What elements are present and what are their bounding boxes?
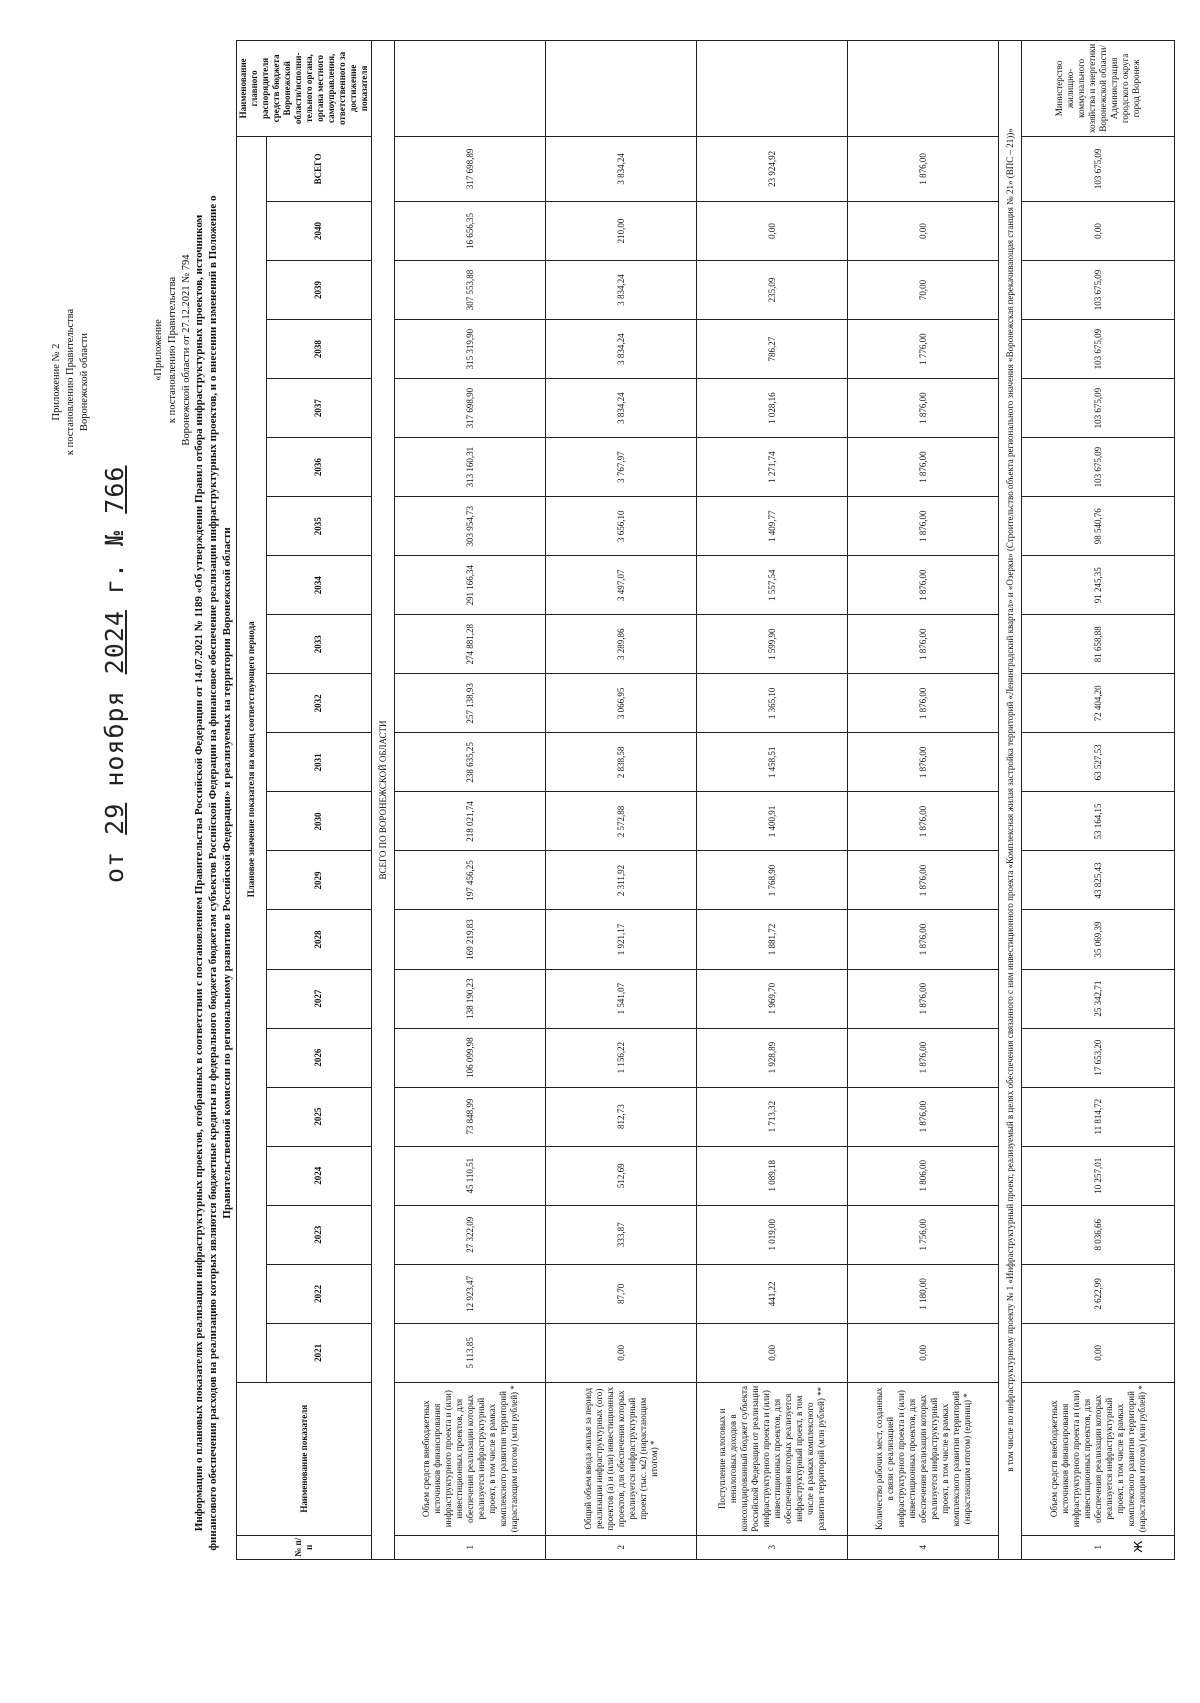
value-cell: 1 876,00 — [848, 1087, 999, 1146]
attachment-line: Воронежской области — [79, 333, 90, 431]
value-cell: 441,22 — [697, 1264, 848, 1323]
indicator-name: Объем средств внебюджетных источников финансирования инфраструктурного проекта и (или) инвестиционных проектов, для обеспечения реализации которых реализуется инфраструктурный проект, в том числе в рамках комплексного развития территорий (нарастающим итогом) (млн рублей) * — [395, 1382, 546, 1535]
value-cell: 1 876,00 — [848, 910, 999, 969]
value-cell: 103 675,09 — [1022, 136, 1175, 201]
value-cell: 70,00 — [848, 260, 999, 319]
col-header-num: № п/п — [237, 1535, 372, 1559]
value-cell: 1 365,10 — [697, 674, 848, 733]
value-cell: 1 876,00 — [848, 438, 999, 497]
value-cell: 103 675,09 — [1022, 260, 1175, 319]
value-cell: 786,27 — [697, 320, 848, 379]
value-cell: 1 557,54 — [697, 556, 848, 615]
row-number: 1 — [1022, 1535, 1175, 1559]
value-cell: 1 876,00 — [848, 851, 999, 910]
col-header-year: 2022 — [266, 1264, 371, 1323]
value-cell: 25 342,71 — [1022, 969, 1175, 1028]
value-cell: 1 776,00 — [848, 320, 999, 379]
col-header-year: 2024 — [266, 1146, 371, 1205]
col-header-year: 2030 — [266, 792, 371, 851]
value-cell: 3 767,97 — [546, 438, 697, 497]
responsible-body: Министерство жилищно-коммунального хозяйства и энергетики Воронежской области/ Администрация городского округа город Воронеж — [1022, 41, 1175, 137]
project-caption-row — [999, 41, 1022, 1560]
col-header-year: 2039 — [266, 260, 371, 319]
value-cell: 2 622,99 — [1022, 1264, 1175, 1323]
value-cell: 3 834,24 — [546, 260, 697, 319]
value-cell: 1 400,91 — [697, 792, 848, 851]
section-total-row-cell: ВСЕГО ПО ВОРОНЕЖСКОЙ ОБЛАСТИ — [372, 41, 395, 1560]
value-cell: 2 572,88 — [546, 792, 697, 851]
scan-mark: ж — [1130, 1540, 1146, 1553]
value-cell: 10 257,01 — [1022, 1146, 1175, 1205]
value-cell: 3 497,07 — [546, 556, 697, 615]
value-cell: 1 876,00 — [848, 733, 999, 792]
project-caption-row-cell: в том числе по инфраструктурному проекту № 1 «Инфраструктурный проект, реализуемый в целях обеспечения связанного с ним инвестиционного проекта «Комплексная жилая застройка территорий «Ленинградский квартал» и «Озерки» (Строительство объекта регионального значения «Воронежская перекачивающая станция № 21» (ВПС – 21))» — [999, 41, 1022, 1560]
value-cell: 53 164,15 — [1022, 792, 1175, 851]
value-cell: 1 599,90 — [697, 615, 848, 674]
value-cell: 1 028,16 — [697, 379, 848, 438]
table-row — [1022, 41, 1175, 1560]
value-cell: 87,70 — [546, 1264, 697, 1323]
value-cell: 218 021,74 — [395, 792, 546, 851]
responsible-body — [697, 41, 848, 137]
value-cell: 317 698,90 — [395, 379, 546, 438]
responsible-body — [395, 41, 546, 137]
value-cell: 333,87 — [546, 1205, 697, 1264]
years-header-row — [266, 41, 371, 1560]
indicator-name: Объем средств внебюджетных источников финансирования инфраструктурного проекта и (или) инвестиционных проектов, для обеспечения реализации которых реализуется инфраструктурный проект, в том числе в рамках комплексного развития территорий (нарастающим итогом) (млн рублей) * — [1022, 1382, 1175, 1535]
value-cell: 0,00 — [848, 201, 999, 260]
value-cell: 0,00 — [1022, 1323, 1175, 1382]
col-header-owner: Наименование главного распорядителя средств бюджета Воронежской области/исполни-тельного органа, органа местного самоуправления, ответственного за достижение показателя — [237, 41, 372, 137]
stamp-number: 766 — [100, 465, 129, 514]
attachment-line: к постановлению Правительства — [167, 276, 178, 424]
stamp-prefix: от — [100, 850, 129, 883]
value-cell: 169 219,83 — [395, 910, 546, 969]
row-number: 1 — [395, 1535, 546, 1559]
value-cell: 1 876,00 — [848, 1028, 999, 1087]
value-cell: 98 540,76 — [1022, 497, 1175, 556]
value-cell: 17 653,20 — [1022, 1028, 1175, 1087]
col-header-year: 2025 — [266, 1087, 371, 1146]
col-header-year: 2026 — [266, 1028, 371, 1087]
value-cell: 1 881,72 — [697, 910, 848, 969]
responsible-body — [848, 41, 999, 137]
section-total-row — [372, 41, 395, 1560]
value-cell: 106 099,98 — [395, 1028, 546, 1087]
col-header-year: 2040 — [266, 201, 371, 260]
value-cell: 512,69 — [546, 1146, 697, 1205]
stamp-suffix: г. № — [100, 529, 129, 594]
value-cell: 2 311,92 — [546, 851, 697, 910]
value-cell: 0,00 — [697, 201, 848, 260]
col-header-year: 2035 — [266, 497, 371, 556]
row-number: 3 — [697, 1535, 848, 1559]
value-cell: 1 180,00 — [848, 1264, 999, 1323]
stamp-month: ноября — [100, 690, 129, 787]
table-row — [395, 41, 546, 1560]
date-stamp — [100, 363, 129, 883]
document-title: Информация о плановых показателях реализации инфраструктурных проектов, отобранных в соответствии с постановлением Правительства Российской Федерации от 14.07.2021 № 1189 «Об утверждении Правил отбора инфраструктурных проектов, источником финансового обеспечения расходов на реализацию которых являются бюджетные кредиты из федерального бюджета бюджетам субъектов Российской Федерации на финансовое обеспечение реализации инфраструктурных проектов, и о внесении изменений в Положение о Правительственной комиссии по региональному развитию в Российской Федерации» и реализуемых на территории Воронежской области — [193, 195, 233, 1551]
value-cell: 1 713,32 — [697, 1087, 848, 1146]
value-cell: 1 089,18 — [697, 1146, 848, 1205]
value-cell: 23 924,92 — [697, 136, 848, 201]
value-cell: 1 969,70 — [697, 969, 848, 1028]
value-cell: 1 876,00 — [848, 969, 999, 1028]
value-cell: 1 768,90 — [697, 851, 848, 910]
value-cell: 313 160,31 — [395, 438, 546, 497]
attachment-line: к постановлению Правительства — [65, 308, 76, 456]
value-cell: 103 675,09 — [1022, 379, 1175, 438]
value-cell: 5 113,85 — [395, 1323, 546, 1382]
value-cell: 3 066,95 — [546, 674, 697, 733]
value-cell: 81 658,88 — [1022, 615, 1175, 674]
value-cell: 43 825,43 — [1022, 851, 1175, 910]
value-cell: 1 921,17 — [546, 910, 697, 969]
row-number: 2 — [546, 1535, 697, 1559]
value-cell: 35 069,39 — [1022, 910, 1175, 969]
value-cell: 63 527,53 — [1022, 733, 1175, 792]
value-cell: 1 876,00 — [848, 792, 999, 851]
col-header-year: 2023 — [266, 1205, 371, 1264]
value-cell: 12 923,47 — [395, 1264, 546, 1323]
attachment-line: «Приложение — [153, 319, 164, 381]
value-cell: 0,00 — [1022, 201, 1175, 260]
value-cell: 238 635,25 — [395, 733, 546, 792]
value-cell: 1 756,00 — [848, 1205, 999, 1264]
attachment-line: Приложение № 2 — [51, 343, 62, 421]
col-header-year: 2029 — [266, 851, 371, 910]
stamp-year: 2024 — [100, 610, 129, 675]
stamp-day: 29 — [100, 802, 129, 835]
value-cell: 103 675,09 — [1022, 320, 1175, 379]
col-header-year: 2038 — [266, 320, 371, 379]
value-cell: 8 036,66 — [1022, 1205, 1175, 1264]
value-cell: 274 881,28 — [395, 615, 546, 674]
col-header-name: Наименование показателя — [237, 1382, 372, 1535]
value-cell: 27 322,09 — [395, 1205, 546, 1264]
row-number: 4 — [848, 1535, 999, 1559]
value-cell: 72 404,20 — [1022, 674, 1175, 733]
value-cell: 210,00 — [546, 201, 697, 260]
value-cell: 3 289,86 — [546, 615, 697, 674]
responsible-body — [546, 41, 697, 137]
indicator-name: Общий объем ввода жилья за период реализации инфраструктурных (ого) проектов (а) и (или) инвестиционных проектов, для обеспечения которых реализуется инфраструктурный проект (тыс. м2) (нарастающим итогом) * — [546, 1382, 697, 1535]
value-cell: 1 876,00 — [848, 674, 999, 733]
value-cell: 1 156,22 — [546, 1028, 697, 1087]
value-cell: 3 656,10 — [546, 497, 697, 556]
value-cell: 1 541,07 — [546, 969, 697, 1028]
value-cell: 1 458,51 — [697, 733, 848, 792]
table-body — [372, 41, 1175, 1560]
col-header-year: 2036 — [266, 438, 371, 497]
col-header-year: 2037 — [266, 379, 371, 438]
value-cell: 235,09 — [697, 260, 848, 319]
value-cell: 1 876,00 — [848, 379, 999, 438]
col-header-plan: Плановое значение показателя на конец соответствующего периода — [237, 136, 267, 1382]
col-header-year: 2021 — [266, 1323, 371, 1382]
value-cell: 1 271,74 — [697, 438, 848, 497]
col-header-year: 2034 — [266, 556, 371, 615]
value-cell: 3 834,24 — [546, 320, 697, 379]
value-cell: 317 698,89 — [395, 136, 546, 201]
value-cell: 307 553,88 — [395, 260, 546, 319]
attachment-header — [50, 212, 92, 552]
value-cell: 257 138,93 — [395, 674, 546, 733]
value-cell: 16 656,35 — [395, 201, 546, 260]
col-header-year: 2033 — [266, 615, 371, 674]
value-cell: 291 166,34 — [395, 556, 546, 615]
value-cell: 1 806,00 — [848, 1146, 999, 1205]
value-cell: 0,00 — [546, 1323, 697, 1382]
col-header-year: 2031 — [266, 733, 371, 792]
value-cell: 1 876,00 — [848, 556, 999, 615]
value-cell: 812,73 — [546, 1087, 697, 1146]
value-cell: 73 848,99 — [395, 1087, 546, 1146]
col-header-year: 2032 — [266, 674, 371, 733]
indicator-name: Количество рабочих мест, созданных в связи с реализацией инфраструктурного проекта и (или) инвестиционных проектов, для обеспечения реализации которых реализуется инфраструктурный проект, в том числе в рамках комплексного развития территорий (нарастающим итогом) (единиц) * — [848, 1382, 999, 1535]
value-cell: 3 834,24 — [546, 379, 697, 438]
value-cell: 1 019,00 — [697, 1205, 848, 1264]
value-cell: 2 838,58 — [546, 733, 697, 792]
value-cell: 1 928,89 — [697, 1028, 848, 1087]
indicators-table — [236, 40, 1175, 1560]
value-cell: 11 814,72 — [1022, 1087, 1175, 1146]
value-cell: 1 409,77 — [697, 497, 848, 556]
value-cell: 303 954,73 — [395, 497, 546, 556]
value-cell: 91 245,35 — [1022, 556, 1175, 615]
prior-attachment-header — [152, 160, 194, 540]
value-cell: 103 675,09 — [1022, 438, 1175, 497]
value-cell: 3 834,24 — [546, 136, 697, 201]
value-cell: 315 319,90 — [395, 320, 546, 379]
value-cell: 45 110,51 — [395, 1146, 546, 1205]
table-row — [697, 41, 848, 1560]
value-cell: 197 456,25 — [395, 851, 546, 910]
value-cell: 138 190,23 — [395, 969, 546, 1028]
col-header-year: 2028 — [266, 910, 371, 969]
attachment-line: Воронежской области от 27.12.2021 № 794 — [181, 254, 192, 446]
value-cell: 1 876,00 — [848, 497, 999, 556]
value-cell: 1 876,00 — [848, 136, 999, 201]
value-cell: 0,00 — [697, 1323, 848, 1382]
indicator-name: Поступление налоговых и неналоговых доходов в консолидированный бюджет субъекта Российской Федерации от реализации инфраструктурного проекта и (или) инвестиционных проектов, для обеспечения которых реализуется инфраструктурный проект, в том числе в рамках комплексного развития территорий (млн рублей) ** — [697, 1382, 848, 1535]
col-header-year: 2027 — [266, 969, 371, 1028]
value-cell: 0,00 — [848, 1323, 999, 1382]
col-header-year: ВСЕГО — [266, 136, 371, 201]
table-row — [546, 41, 697, 1560]
table-row — [848, 41, 999, 1560]
value-cell: 1 876,00 — [848, 615, 999, 674]
